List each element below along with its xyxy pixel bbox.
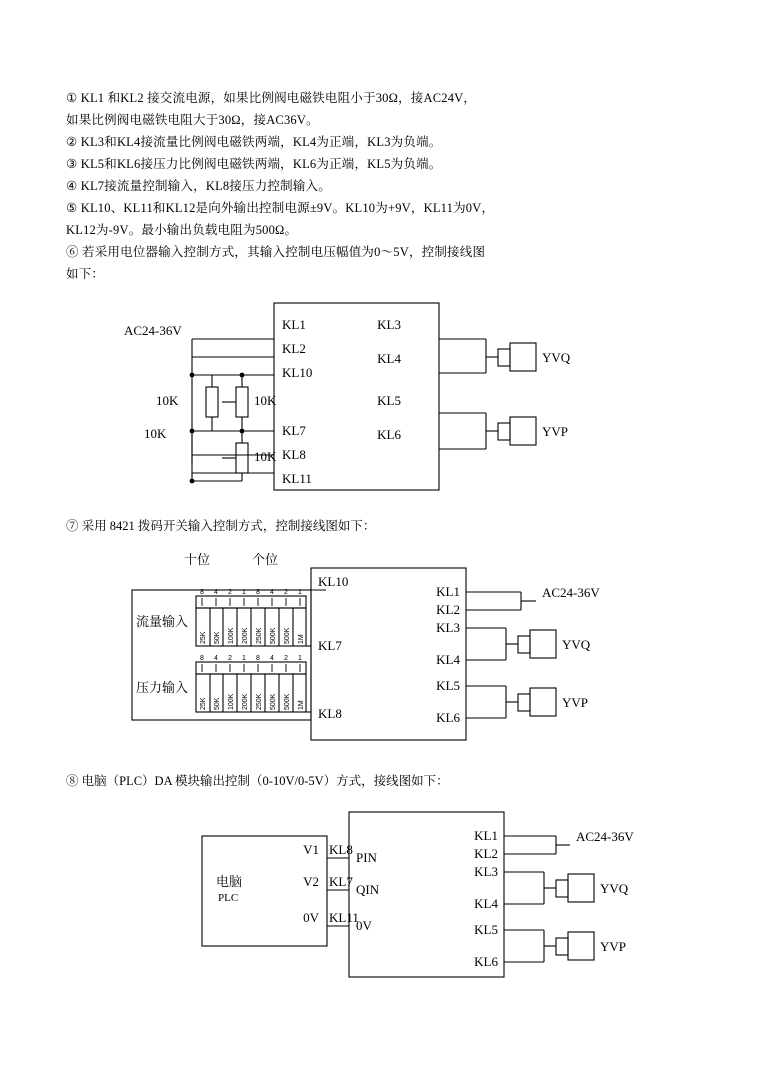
figure1-terminal-kl3: KL3 xyxy=(377,317,401,332)
figure2-resistor-value: 500K xyxy=(270,693,277,710)
figure1-terminal-kl2: KL2 xyxy=(282,341,306,356)
figure1-terminal-kl10: KL10 xyxy=(282,365,313,380)
figure1-terminal-kl8: KL8 xyxy=(282,447,306,462)
figure2-input-flow: 流量输入 xyxy=(136,613,189,629)
note-text: KL1 和KL2 接交流电源，如果比例阀电磁铁电阻小于30Ω，接AC24V， xyxy=(80,91,477,105)
figure2-terminal-kl5: KL5 xyxy=(436,677,460,693)
figure2-valve-yvq: YVQ xyxy=(562,636,591,652)
note-item xyxy=(66,154,702,175)
figure2-terminal-kl6: KL6 xyxy=(436,709,460,725)
note-text: KL5和KL6接压力比例阀电磁铁两端，KL6为正端，KL5为负端。 xyxy=(80,157,442,171)
note-item xyxy=(66,242,702,263)
figure2-resistor-value: 200K xyxy=(242,627,249,644)
figure1-valve-yvp: YVP xyxy=(542,424,569,439)
figure3-mid-kl8: KL8 xyxy=(329,842,353,857)
figure3-terminal-kl1: KL1 xyxy=(474,828,498,843)
figure1-resistor-2: 10K xyxy=(254,393,277,408)
figure2-digit: 2 xyxy=(284,654,288,662)
figure3-svg xyxy=(66,804,702,1004)
figure2-terminal-kl7: KL7 xyxy=(318,637,342,653)
figure2-digit: 8 xyxy=(200,654,204,662)
note-item xyxy=(66,176,702,197)
caption-7-wrap xyxy=(66,516,702,537)
figure2-digit: 1 xyxy=(298,588,302,596)
figure2-resistor-value: 500K xyxy=(284,627,291,644)
figure-potentiometer-wiring xyxy=(66,295,702,500)
figure2-valve-yvp: YVP xyxy=(562,694,589,710)
caption-8-wrap xyxy=(66,771,702,792)
note-text: KL7接流量控制输入，KL8接压力控制输入。 xyxy=(80,179,331,193)
figure3-valve-yvp: YVP xyxy=(600,939,627,954)
caption-8: ⑧ 电脑（PLC）DA 模块输出控制（0-10V/0-5V）方式，接线图如下： xyxy=(66,773,449,788)
note-item xyxy=(66,88,702,109)
figure1-resistor-3: 10K xyxy=(144,426,167,441)
figure1-terminal-kl5: KL5 xyxy=(377,393,401,408)
note-item xyxy=(66,264,702,285)
figure2-digit: 4 xyxy=(214,654,218,662)
figure2-resistor-value: 250K xyxy=(256,627,263,644)
figure2-resistor-value: 100K xyxy=(228,627,235,644)
figure1-terminal-kl6: KL6 xyxy=(377,427,401,442)
figure3-box-pin-qin: QIN xyxy=(356,882,380,897)
figure2-terminal-kl2: KL2 xyxy=(436,601,460,617)
figure2-resistor-value: 100K xyxy=(228,693,235,710)
figure3-terminal-kl4: KL4 xyxy=(474,896,498,911)
figure2-terminal-kl1: KL1 xyxy=(436,583,460,599)
notes-list xyxy=(66,88,702,285)
figure2-svg xyxy=(66,550,702,755)
note-text: 如下： xyxy=(66,267,105,281)
figure1-valve-yvq: YVQ xyxy=(542,350,571,365)
figure3-mid-kl7: KL7 xyxy=(329,874,353,889)
figure2-resistor-value: 1M xyxy=(298,699,305,710)
note-item xyxy=(66,198,702,219)
note-marker: ⑥ xyxy=(66,245,79,259)
figure2-digit: 2 xyxy=(228,654,232,662)
figure2-supply-label: AC24-36V xyxy=(542,584,600,600)
figure1-svg xyxy=(66,295,702,500)
figure2-resistor-value: 25K xyxy=(200,631,207,644)
note-text: KL3和KL4接流量比例阀电磁铁两端，KL4为正端，KL3为负端。 xyxy=(80,135,442,149)
figure2-resistor-value: 250K xyxy=(256,693,263,710)
figure3-plc-label-2: PLC xyxy=(218,892,239,904)
figure2-resistor-value: 500K xyxy=(270,627,277,644)
figure2-digit: 8 xyxy=(256,588,260,596)
figure3-box-pin-pin: PIN xyxy=(356,850,377,865)
note-marker: ① xyxy=(66,91,78,105)
note-marker: ④ xyxy=(66,179,78,193)
figure2-group-ones: 个位 xyxy=(252,551,279,567)
figure3-plc-pin-0v: 0V xyxy=(303,910,319,925)
figure2-input-pressure: 压力输入 xyxy=(136,679,189,695)
figure1-supply-label: AC24-36V xyxy=(124,323,182,338)
figure3-plc-label-1: 电脑 xyxy=(216,874,243,889)
figure2-digit: 8 xyxy=(256,654,260,662)
figure3-terminal-kl6: KL6 xyxy=(474,954,498,969)
figure3-terminal-kl3: KL3 xyxy=(474,864,498,879)
note-text: KL10、KL11和KL12是向外输出控制电源±9V。KL10为+9V，KL11为0V， xyxy=(80,201,495,215)
figure1-resistor-1: 10K xyxy=(156,393,179,408)
figure2-digit: 1 xyxy=(298,654,302,662)
figure1-terminal-kl4: KL4 xyxy=(377,351,401,366)
figure2-group-tens: 十位 xyxy=(184,551,211,567)
note-text: 若采用电位器输入控制方式，其输入控制电压幅值为0～5V，控制接线图 xyxy=(82,245,486,259)
figure3-mid-kl11: KL11 xyxy=(329,910,359,925)
figure-plc-wiring xyxy=(66,804,702,1004)
figure2-terminal-kl8: KL8 xyxy=(318,705,342,721)
figure2-digit: 4 xyxy=(270,654,274,662)
figure2-digit: 4 xyxy=(270,588,274,596)
figure2-resistor-value: 50K xyxy=(214,697,221,710)
figure2-digit: 4 xyxy=(214,588,218,596)
note-marker: ③ xyxy=(66,157,78,171)
figure3-valve-yvq: YVQ xyxy=(600,881,629,896)
figure2-digit: 2 xyxy=(284,588,288,596)
figure3-supply-label: AC24-36V xyxy=(576,829,634,844)
figure2-digit: 1 xyxy=(242,654,246,662)
figure3-box-pin-0v: 0V xyxy=(356,918,372,933)
figure1-terminal-kl11: KL11 xyxy=(282,471,312,486)
note-item xyxy=(66,220,702,241)
figure2-resistor-value: 200K xyxy=(242,693,249,710)
figure2-resistor-value: 500K xyxy=(284,693,291,710)
figure2-terminal-kl3: KL3 xyxy=(436,619,460,635)
figure1-terminal-kl1: KL1 xyxy=(282,317,306,332)
figure3-terminal-kl2: KL2 xyxy=(474,846,498,861)
caption-7: ⑦ 采用 8421 拨码开关输入控制方式，控制接线图如下： xyxy=(66,519,376,533)
document-body xyxy=(66,88,702,1004)
figure2-terminal-kl10: KL10 xyxy=(318,573,349,589)
figure1-resistor-4: 10K xyxy=(254,449,277,464)
note-text: 如果比例阀电磁铁电阻大于30Ω，接AC36V。 xyxy=(66,113,319,127)
note-marker: ② xyxy=(66,135,78,149)
figure2-resistor-value: 50K xyxy=(214,631,221,644)
note-marker: ⑤ xyxy=(66,201,78,215)
figure1-terminal-kl7: KL7 xyxy=(282,423,306,438)
figure2-terminal-kl4: KL4 xyxy=(436,651,460,667)
figure3-plc-pin-v2: V2 xyxy=(303,874,319,889)
note-item xyxy=(66,132,702,153)
note-item xyxy=(66,110,702,131)
figure2-digit: 2 xyxy=(228,588,232,596)
figure-dip-switch-wiring xyxy=(66,550,702,755)
figure3-plc-pin-v1: V1 xyxy=(303,842,319,857)
figure2-resistor-value: 25K xyxy=(200,697,207,710)
figure2-digit: 1 xyxy=(242,588,246,596)
note-text: KL12为-9V。最小输出负载电阻为500Ω。 xyxy=(66,223,298,237)
figure2-resistor-value: 1M xyxy=(298,633,305,644)
figure2-digit: 8 xyxy=(200,588,204,596)
figure3-terminal-kl5: KL5 xyxy=(474,922,498,937)
